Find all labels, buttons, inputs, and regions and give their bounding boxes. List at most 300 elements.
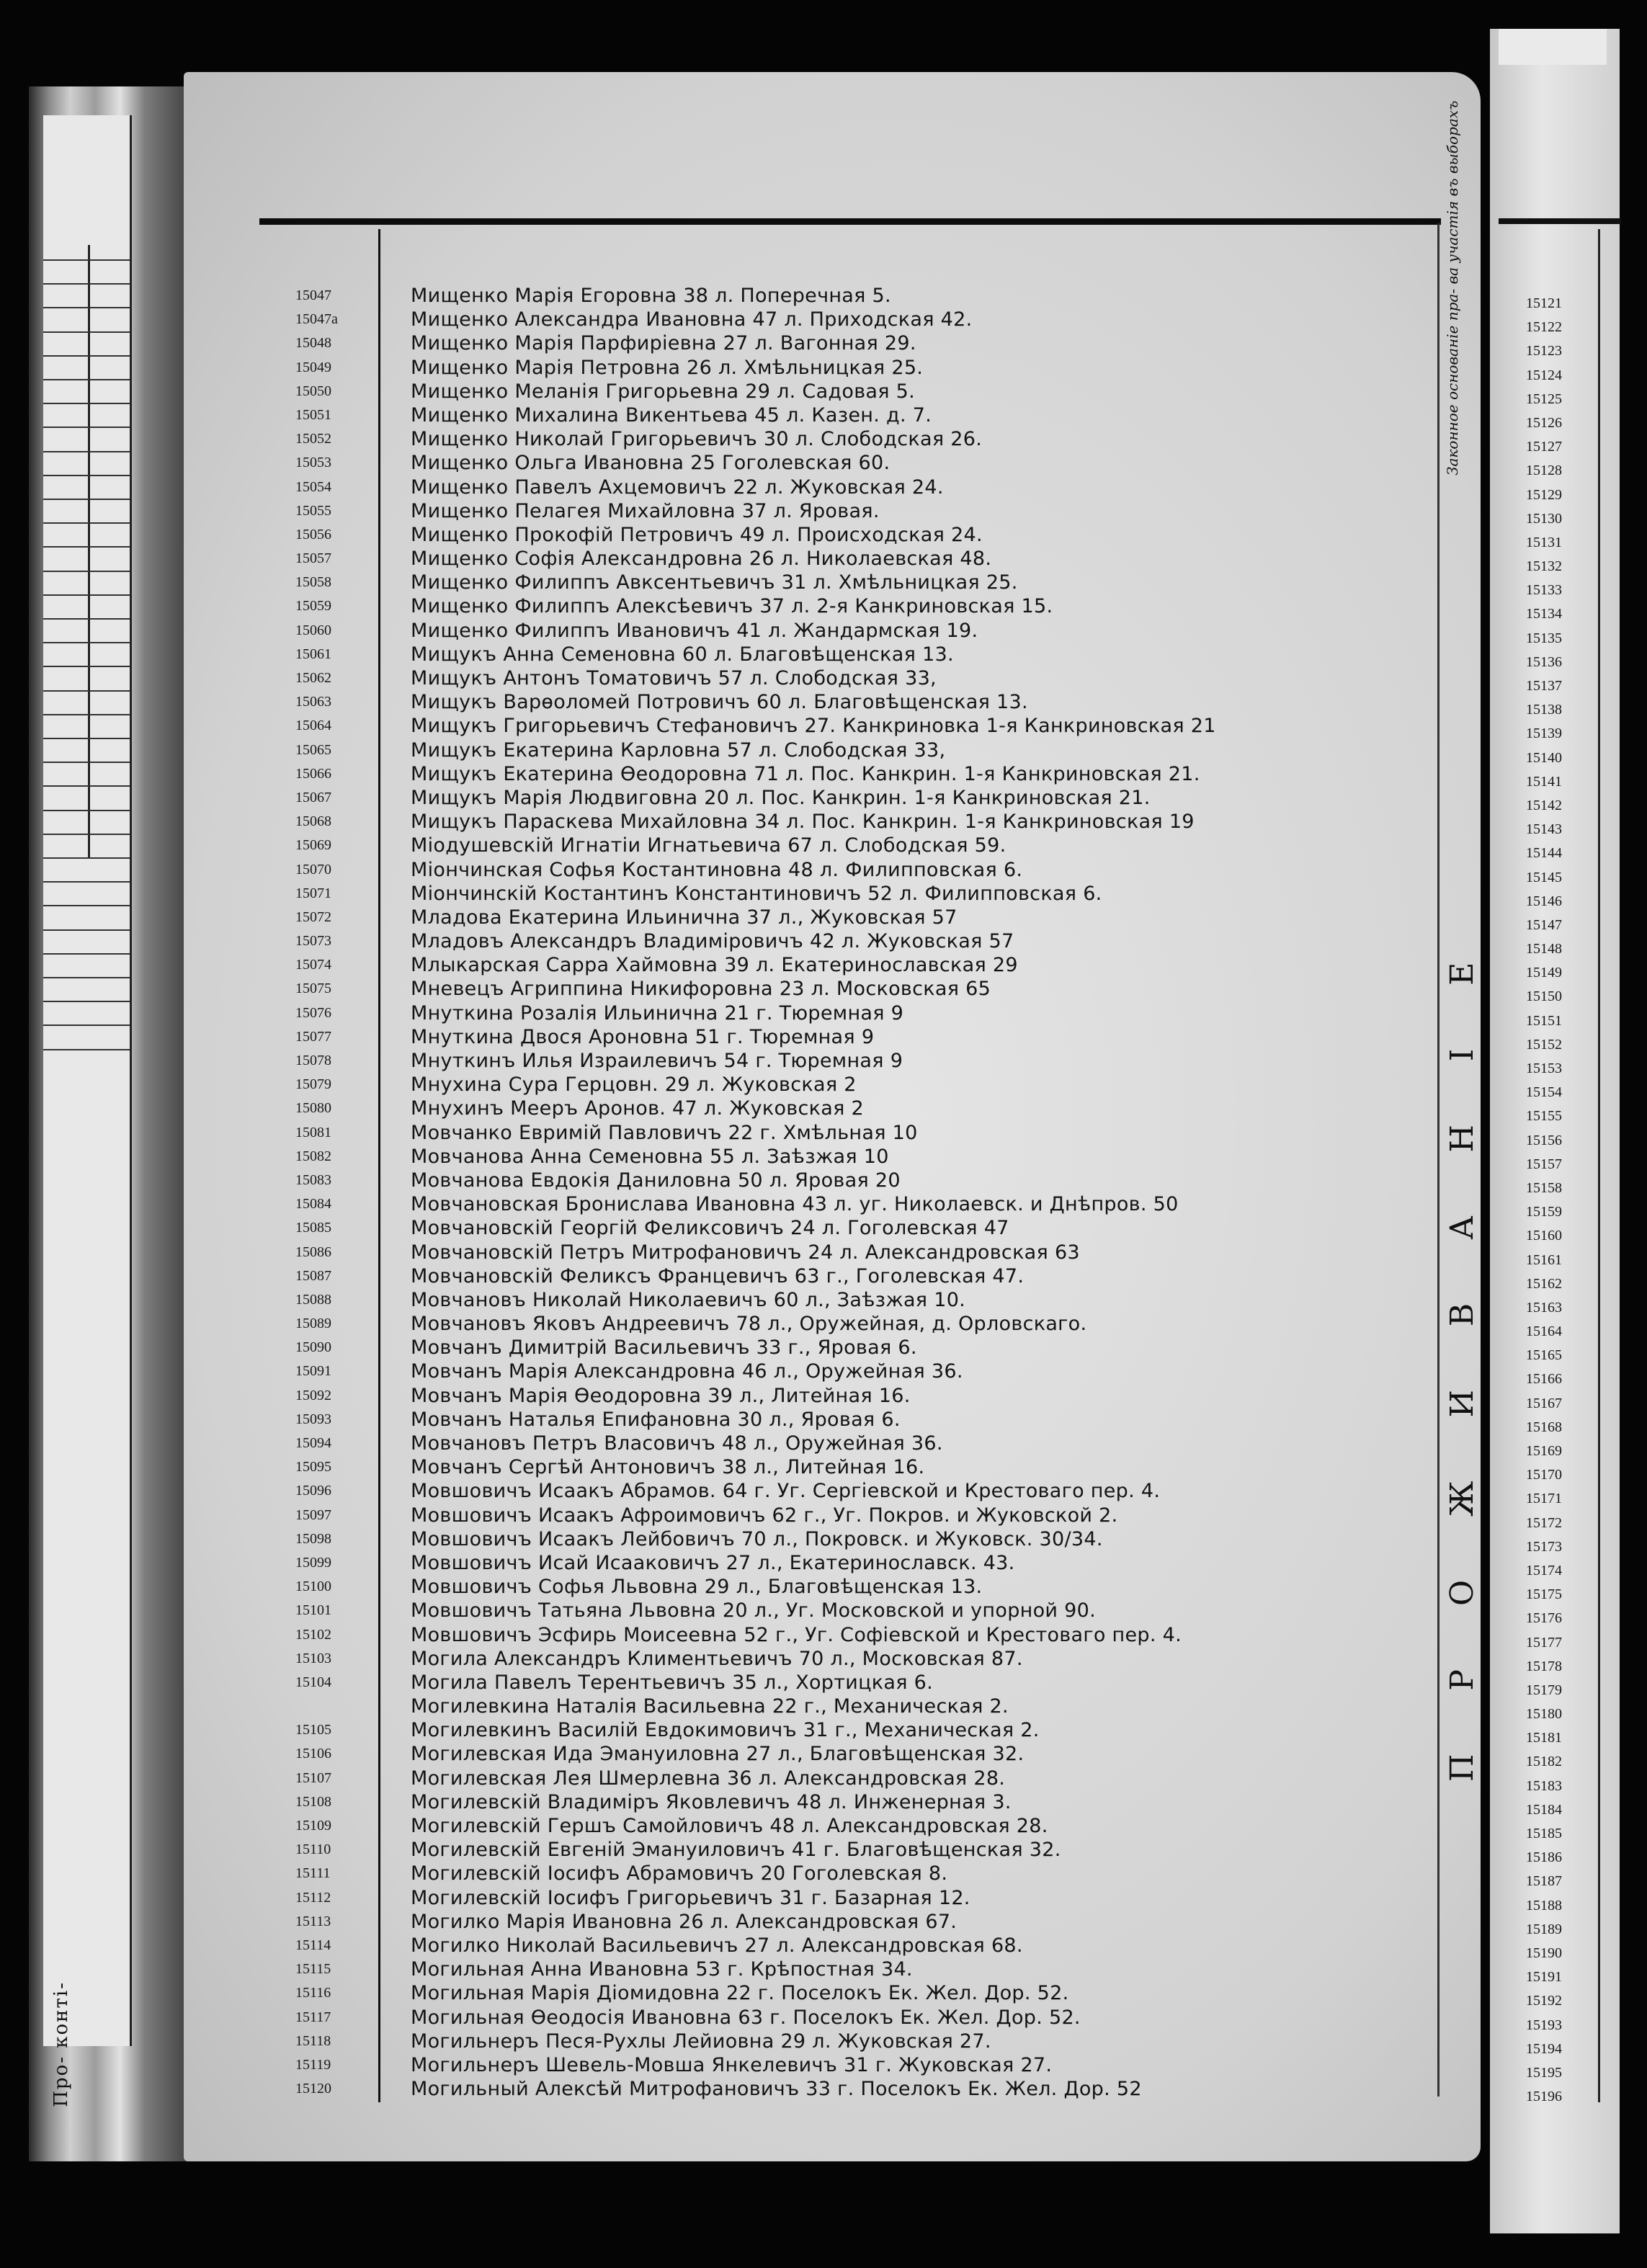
- strip-number: 15149: [1526, 965, 1562, 981]
- entry-text: Мищенко Софiя Александровна 26 л. Николаевская 48.: [411, 548, 992, 571]
- entry-text: Мнуткина Розалiя Ильинична 21 г. Тюремная 9: [411, 1001, 904, 1024]
- stub-gridline: [43, 571, 130, 572]
- stub-gridline: [43, 905, 130, 906]
- entry-text: Мовшовичъ Софья Львовна 29 л., Благовѣщенская 13.: [411, 1576, 983, 1599]
- entry-number: 15049: [295, 359, 331, 375]
- entry-number: 15108: [295, 1793, 331, 1810]
- entry-number: 15050: [295, 383, 331, 399]
- stub-gridline: [43, 331, 130, 333]
- list-item: [295, 1049, 1448, 1073]
- list-item: [295, 1288, 1448, 1312]
- entry-number: 15117: [295, 2009, 331, 2025]
- entry-text: Мищенко Марiя Петровна 26 л. Хмѣльницкая 25.: [411, 356, 924, 379]
- entry-number: 15066: [295, 765, 331, 782]
- entry-text: Мнуткина Двося Ароновна 51 г. Тюремная 9: [411, 1025, 875, 1048]
- list-item: [295, 403, 1448, 427]
- strip-number: 15196: [1526, 2089, 1562, 2105]
- list-item: [295, 1981, 1448, 2005]
- list-item: [295, 1695, 1448, 1718]
- entry-text: Могилевкинъ Василiй Евдокимовичъ 31 г., Механическая 2.: [411, 1719, 1040, 1742]
- entry-number: 15056: [295, 526, 331, 543]
- stub-gridline: [43, 929, 130, 931]
- entry-number: 15052: [295, 431, 331, 447]
- strip-number: 15186: [1526, 1849, 1562, 1866]
- list-item: [295, 1575, 1448, 1599]
- list-item: [295, 1599, 1448, 1622]
- entry-number: 15120: [295, 2081, 331, 2097]
- list-item: [295, 834, 1448, 857]
- entry-number: 15103: [295, 1650, 331, 1666]
- strip-number: 15151: [1526, 1012, 1562, 1029]
- entry-number: 15051: [295, 406, 331, 423]
- list-item: [295, 1312, 1448, 1336]
- entry-number: 15116: [295, 1985, 331, 2001]
- strip-number: 15182: [1526, 1754, 1562, 1770]
- entry-text: Могильная Анна Ивановна 53 г. Крѣпостная 34.: [411, 1958, 913, 1981]
- entry-text: Мищукъ Марiя Людвиговна 20 л. Пос. Канкрин. 1-я Канкриновская 21.: [411, 786, 1151, 809]
- strip-number: 15174: [1526, 1562, 1562, 1579]
- entry-text: Могилевкина Наталiя Васильевна 22 г., Механическая 2.: [411, 1695, 1009, 1718]
- list-item: [295, 1504, 1448, 1527]
- strip-number: 15187: [1526, 1873, 1562, 1890]
- entry-text: Мовчановъ Николай Николаевичъ 60 л., Заѣзжая 10.: [411, 1288, 966, 1311]
- entry-number: 15090: [295, 1339, 331, 1356]
- entry-number: 15095: [295, 1459, 331, 1475]
- entry-text: Мнуткинъ Илья Израилевичъ 54 г. Тюремная 9: [411, 1050, 903, 1072]
- strip-number: 15177: [1526, 1634, 1562, 1651]
- strip-number: 15159: [1526, 1204, 1562, 1220]
- entry-text: Мовчанъ Наталья Епифановна 30 л., Яровая 6.: [411, 1408, 901, 1431]
- list-item: [295, 1336, 1448, 1360]
- strip-number: 15137: [1526, 678, 1562, 694]
- entry-number: 15055: [295, 502, 331, 519]
- entry-text: Мовшовичъ Исай Исааковичъ 27 л., Екатеринославск. 43.: [411, 1551, 1015, 1574]
- entry-text: Могильнеръ Песя-Рухлы Лейиовна 29 л. Жуковская 27.: [411, 2030, 991, 2053]
- strip-number: 15127: [1526, 439, 1562, 455]
- entry-text: Могилко Николай Васильевичъ 27 л. Александровская 68.: [411, 1934, 1023, 1957]
- entry-number: 15085: [295, 1220, 331, 1236]
- stub-text: Про- контi-: [50, 1981, 72, 2107]
- entry-number: 15059: [295, 598, 331, 615]
- strip-number: 15188: [1526, 1897, 1562, 1914]
- strip-number: 15133: [1526, 582, 1562, 599]
- stub-gridline: [43, 714, 130, 715]
- list-item: [295, 1384, 1448, 1408]
- list-item: [295, 571, 1448, 594]
- strip-number: 15181: [1526, 1730, 1562, 1746]
- stub-gridline: [43, 953, 130, 955]
- list-item: [295, 1910, 1448, 1934]
- entry-number: 15094: [295, 1435, 331, 1451]
- entry-text: Мнухинъ Мееръ Аронов. 47 л. Жуковская 2: [411, 1097, 865, 1120]
- strip-number: 15156: [1526, 1132, 1562, 1148]
- strip-number: 15136: [1526, 653, 1562, 670]
- next-page-tab: [1499, 29, 1607, 65]
- strip-number: 15169: [1526, 1443, 1562, 1459]
- entry-number: 15077: [295, 1028, 331, 1045]
- list-item: [295, 1097, 1448, 1120]
- list-item: [295, 906, 1448, 929]
- entry-number: 15074: [295, 957, 331, 973]
- entry-text: Мищукъ Параскева Михайловна 34 л. Пос. Канкрин. 1-я Канкриновская 19: [411, 811, 1195, 834]
- entry-number: 15067: [295, 789, 331, 805]
- list-item: [295, 1455, 1448, 1479]
- entry-text: Млыкарская Сарра Хаймовна 39 л. Екатеринославская 29: [411, 954, 1018, 977]
- entry-number: 15062: [295, 670, 331, 686]
- entry-number: 15057: [295, 550, 331, 567]
- strip-number: 15184: [1526, 1801, 1562, 1818]
- strip-number: 15191: [1526, 1969, 1562, 1986]
- stub-gridline: [43, 355, 130, 357]
- entry-text: Мiончинская Софья Костантиновна 48 л. Филипповская 6.: [411, 858, 1023, 881]
- stub-gridline: [43, 546, 130, 548]
- entry-text: Мищенко Филиппъ Ивановичъ 41 л. Жандармская 19.: [411, 619, 978, 642]
- list-item: [295, 1192, 1448, 1216]
- stub-gridline: [43, 785, 130, 787]
- entry-number: 15088: [295, 1291, 331, 1308]
- list-item: [295, 308, 1448, 331]
- top-rule: [259, 218, 1441, 225]
- entry-text: Мищукъ Антонъ Томатовичъ 57 л. Слободская 33,: [411, 667, 937, 689]
- list-item: [295, 523, 1448, 547]
- stub-gridline: [43, 690, 130, 692]
- entry-number: 15047a: [295, 311, 338, 328]
- list-item: [295, 2053, 1448, 2077]
- entry-number: 15099: [295, 1554, 331, 1571]
- entry-number: 15097: [295, 1506, 331, 1523]
- strip-number: 15162: [1526, 1275, 1562, 1292]
- entry-text: Могилевская Ида Эмануиловна 27 л., Благовѣщенская 32.: [411, 1743, 1025, 1766]
- entry-number: 15078: [295, 1053, 331, 1068]
- entry-text: Мовшовичъ Татьяна Львовна 20 л., Уг. Московской и упорной 90.: [411, 1599, 1096, 1622]
- entry-number: 15079: [295, 1076, 331, 1093]
- strip-number: 15135: [1526, 630, 1562, 646]
- list-item: [295, 1145, 1448, 1169]
- entry-text: Мовчановскiй Георгiй Феликсовичъ 24 л. Гоголевская 47: [411, 1217, 1009, 1240]
- entry-number: 15061: [295, 646, 331, 662]
- entry-number: 15072: [295, 908, 331, 925]
- list-item: [295, 1647, 1448, 1671]
- entry-number: 15084: [295, 1196, 331, 1213]
- list-item: [295, 1527, 1448, 1551]
- stub-gridline: [43, 283, 130, 285]
- list-item: [295, 594, 1448, 618]
- stub-gridline: [43, 857, 130, 859]
- strip-number: 15153: [1526, 1061, 1562, 1076]
- stub-gridline: [43, 307, 130, 308]
- entry-number: 15065: [295, 741, 331, 758]
- entry-text: Могилевскiй Гершъ Самойловичъ 48 л. Александровская 28.: [411, 1815, 1048, 1837]
- strip-number: 15170: [1526, 1467, 1562, 1483]
- entry-text: Мовчановскiй Феликсъ Францевичъ 63 г., Гоголевская 47.: [411, 1264, 1025, 1287]
- entry-number: 15081: [295, 1124, 331, 1140]
- entry-text: Могильный Алексѣй Митрофановичъ 33 г. Поселокъ Ек. Жел. Дор. 52: [411, 2078, 1142, 2101]
- entry-text: Мищенко Михалина Викентьева 45 л. Казен. д. 7.: [411, 403, 932, 427]
- list-item: [295, 738, 1448, 762]
- stub-gridline: [43, 259, 130, 261]
- strip-number: 15123: [1526, 343, 1562, 360]
- strip-number: 15192: [1526, 1993, 1562, 2009]
- entry-text: Мовшовичъ Исаакъ Афроимовичъ 62 г., Уг. Покров. и Жуковской 2.: [411, 1504, 1118, 1527]
- list-item: [295, 1360, 1448, 1383]
- entry-text: Могилевскiй Iосифъ Абрамовичъ 20 Гоголевская 8.: [411, 1862, 948, 1885]
- strip-number: 15154: [1526, 1084, 1562, 1101]
- entry-number: 15064: [295, 718, 331, 734]
- list-item: [295, 953, 1448, 977]
- entry-text: Мовчановъ Петръ Власовичъ 48 л., Оружейная 36.: [411, 1432, 943, 1455]
- entry-number: 15091: [295, 1363, 331, 1380]
- entry-text: Младова Екатерина Ильинична 37 л., Жуковская 57: [411, 906, 958, 929]
- stub-column-line: [88, 245, 90, 857]
- stub-gridline: [43, 834, 130, 835]
- strip-number: 15171: [1526, 1491, 1562, 1507]
- strip-number: 15185: [1526, 1826, 1562, 1841]
- list-item: [295, 643, 1448, 666]
- stub-gridline: [43, 738, 130, 739]
- strip-number: 15148: [1526, 941, 1562, 957]
- next-page-top-rule: [1499, 218, 1621, 224]
- entry-number: 15083: [295, 1171, 331, 1188]
- list-item: [295, 1886, 1448, 1910]
- entry-text: Могилевскiй Евгенiй Эмануиловичъ 41 г. Благовѣщенская 32.: [411, 1839, 1061, 1862]
- list-item: [295, 1001, 1448, 1025]
- strip-number: 15130: [1526, 510, 1562, 527]
- strip-number: 15126: [1526, 414, 1562, 431]
- list-item: [295, 1551, 1448, 1575]
- stub-gridline: [43, 1049, 130, 1050]
- entry-number: 15054: [295, 478, 331, 495]
- entry-number: 15093: [295, 1411, 331, 1427]
- list-item: [295, 2030, 1448, 2053]
- entry-number: 15115: [295, 1961, 331, 1978]
- entry-text: Мищукъ Анна Семеновна 60 л. Благовѣщенская 13.: [411, 643, 954, 666]
- list-item: [295, 1264, 1448, 1288]
- strip-number: 15139: [1526, 726, 1562, 742]
- entry-text: Мищенко Филиппъ Авксентьевичъ 31 л. Хмѣльницкая 25.: [411, 571, 1018, 594]
- entry-number: 15114: [295, 1937, 331, 1953]
- entry-number: 15047: [295, 287, 331, 303]
- strip-number: 15180: [1526, 1706, 1562, 1723]
- strip-number: 15141: [1526, 773, 1562, 790]
- stub-gridline: [43, 451, 130, 452]
- strip-number: 15173: [1526, 1538, 1562, 1555]
- list-item: [295, 1479, 1448, 1503]
- entry-number: 15112: [295, 1889, 331, 1906]
- list-item: [295, 1718, 1448, 1742]
- entry-number: 15119: [295, 2056, 331, 2073]
- entry-text: Мневецъ Агриппина Никифоровна 23 л. Московская 65: [411, 978, 991, 1001]
- entry-text: Могильная Ѳеодосiя Ивановна 63 г. Поселокъ Ек. Жел. Дор. 52.: [411, 2006, 1081, 2029]
- list-item: [295, 427, 1448, 451]
- entry-number: 15060: [295, 622, 331, 638]
- entry-text: Мищукъ Григорьевичъ Стефановичъ 27. Канкриновка 1-я Канкриновская 21: [411, 715, 1216, 738]
- entry-number: 15107: [295, 1769, 331, 1786]
- entry-text: Мовчанко Евримiй Павловичъ 22 г. Хмѣльная 10: [411, 1121, 918, 1144]
- entry-number: 15089: [295, 1316, 331, 1332]
- list-item: [295, 929, 1448, 953]
- next-page-column-rule: [1598, 229, 1600, 2102]
- entry-text: Мовчановскiй Петръ Митрофановичъ 24 л. Александровская 63: [411, 1241, 1080, 1264]
- list-item: [295, 284, 1448, 308]
- entry-number: 15105: [295, 1722, 331, 1738]
- strip-number: 15125: [1526, 390, 1562, 407]
- entries-list: [295, 284, 1448, 2101]
- entry-number: 15080: [295, 1100, 331, 1117]
- entry-text: Мiодушевскiй Игнатiи Игнатьевича 67 л. Слободская 59.: [411, 834, 1007, 857]
- strip-number: 15147: [1526, 916, 1562, 933]
- entry-text: Мнухина Сура Герцовн. 29 л. Жуковская 2: [411, 1073, 857, 1097]
- list-item: [295, 1432, 1448, 1455]
- entry-text: Мищенко Филиппъ Алексѣевичъ 37 л. 2-я Канкриновская 15.: [411, 595, 1053, 618]
- list-item: [295, 762, 1448, 786]
- list-item: [295, 1957, 1448, 1981]
- left-page-stub: [43, 115, 132, 2046]
- entry-number: 15058: [295, 574, 331, 591]
- entry-text: Мовшовичъ Эсфирь Моисеевна 52 г., Уг. Софiевской и Крестоваго пер. 4.: [411, 1623, 1182, 1646]
- list-item: [295, 1073, 1448, 1097]
- strip-number: 15157: [1526, 1156, 1562, 1172]
- entry-text: Мищенко Александра Ивановна 47 л. Приходская 42.: [411, 308, 973, 331]
- list-item: [295, 977, 1448, 1001]
- stub-gridline: [43, 1024, 130, 1026]
- stub-gridline: [43, 881, 130, 883]
- stub-gridline: [43, 499, 130, 500]
- strip-number: 15178: [1526, 1658, 1562, 1674]
- entry-text: Могильная Марiя Дiомидовна 22 г. Поселокъ Ек. Жел. Дор. 52.: [411, 1982, 1069, 2005]
- strip-number: 15146: [1526, 893, 1562, 909]
- stub-gridline: [43, 1001, 130, 1002]
- strip-number: 15138: [1526, 702, 1562, 718]
- entry-number: 15073: [295, 933, 331, 950]
- entry-text: Мовчанъ Димитрiй Васильевичъ 33 г., Яровая 6.: [411, 1336, 917, 1360]
- strip-number: 15164: [1526, 1323, 1562, 1340]
- stub-gridline: [43, 618, 130, 620]
- entry-text: Мовчанъ Марiя Александровна 46 л., Оружейная 36.: [411, 1360, 963, 1383]
- list-item: [295, 714, 1448, 738]
- stub-gridline: [43, 522, 130, 524]
- strip-number: 15121: [1526, 295, 1562, 311]
- stub-gridline: [43, 403, 130, 404]
- strip-number: 15172: [1526, 1514, 1562, 1531]
- entry-text: Могила Павелъ Терентьевичъ 35 л., Хортицкая 6.: [411, 1671, 934, 1694]
- entry-number: 15102: [295, 1626, 331, 1643]
- list-item: [295, 380, 1448, 403]
- entry-number: 15053: [295, 455, 331, 471]
- strip-number: 15179: [1526, 1682, 1562, 1698]
- list-item: [295, 786, 1448, 810]
- entry-number: 15111: [295, 1865, 331, 1882]
- list-item: [295, 1838, 1448, 1862]
- strip-number: 15194: [1526, 2040, 1562, 2057]
- list-item: [295, 2006, 1448, 2030]
- entry-number: 15104: [295, 1674, 331, 1690]
- list-item: [295, 666, 1448, 690]
- entry-number: 15113: [295, 1913, 331, 1929]
- entry-text: Мищенко Марiя Егоровна 38 л. Поперечная 5.: [411, 285, 891, 307]
- entry-text: Могилевскiй Iосифъ Григорьевичъ 31 г. Базарная 12.: [411, 1886, 970, 1909]
- list-item: [295, 1767, 1448, 1790]
- list-item: [295, 1025, 1448, 1049]
- entry-text: Младовъ Александръ Владимiровичъ 42 л. Жуковская 57: [411, 930, 1014, 953]
- entry-text: Могилевская Лея Шмерлевна 36 л. Александровская 28.: [411, 1767, 1006, 1790]
- entry-number: 15070: [295, 861, 331, 878]
- strip-number: 15142: [1526, 797, 1562, 813]
- strip-number: 15132: [1526, 558, 1562, 575]
- entry-text: Могила Александръ Климентьевичъ 70 л., Московская 87.: [411, 1647, 1023, 1670]
- list-item: [295, 858, 1448, 882]
- entry-number: 15118: [295, 2032, 331, 2049]
- list-item: [295, 1742, 1448, 1766]
- strip-number: 15124: [1526, 367, 1562, 383]
- entry-number: 15096: [295, 1483, 331, 1499]
- entry-number: 15071: [295, 885, 331, 901]
- entry-number: 15098: [295, 1530, 331, 1547]
- list-item: [295, 1862, 1448, 1885]
- list-item: [295, 1814, 1448, 1838]
- list-item: [295, 1671, 1448, 1695]
- strip-number: 15150: [1526, 988, 1562, 1005]
- sidebar-header: Законное основанiе пра- ва участiя въ выборахъ: [1444, 100, 1461, 476]
- entry-number: 15075: [295, 981, 331, 997]
- entry-number: 15106: [295, 1746, 331, 1762]
- entry-text: Мовчановъ Яковъ Андреевичъ 78 л., Оружейная, д. Орловскаго.: [411, 1313, 1087, 1336]
- stub-gridline: [43, 379, 130, 380]
- entry-text: Мищукъ Екатерина Ѳеодоровна 71 л. Пос. Канкрин. 1-я Канкриновская 21.: [411, 762, 1200, 785]
- list-item: [295, 1790, 1448, 1814]
- entry-text: Мищукъ Варѳоломей Потровичъ 60 л. Благовѣщенская 13.: [411, 691, 1028, 714]
- strip-number: 15155: [1526, 1108, 1562, 1125]
- entry-text: Мiончинскiй Костантинъ Константиновичъ 52 л. Филипповская 6.: [411, 882, 1102, 905]
- entry-number: 15069: [295, 837, 331, 854]
- list-item: [295, 1241, 1448, 1264]
- entry-text: Мищенко Николай Григорьевичъ 30 л. Слободская 26.: [411, 428, 983, 451]
- list-item: [295, 1121, 1448, 1145]
- entry-text: Мищенко Ольга Ивановна 25 Гоголевская 60.: [411, 452, 891, 475]
- strip-number: 15168: [1526, 1419, 1562, 1435]
- entry-text: Мовчанъ Марiя Ѳеодоровна 39 л., Литейная 16.: [411, 1384, 911, 1407]
- entry-number: 15110: [295, 1841, 331, 1858]
- stub-gridline: [43, 642, 130, 643]
- list-item: [295, 356, 1448, 380]
- strip-number: 15175: [1526, 1586, 1562, 1603]
- strip-number: 15158: [1526, 1179, 1562, 1196]
- list-item: [295, 882, 1448, 906]
- next-page-numbers: [1526, 292, 1562, 2109]
- entry-number: 15082: [295, 1148, 331, 1164]
- strip-number: 15145: [1526, 869, 1562, 885]
- list-item: [295, 1623, 1448, 1647]
- list-item: [295, 1169, 1448, 1192]
- list-item: [295, 476, 1448, 499]
- strip-number: 15183: [1526, 1777, 1562, 1794]
- entry-text: Могильнеръ Шевель-Мовша Янкелевичъ 31 г. Жуковская 27.: [411, 2053, 1053, 2076]
- list-item: [295, 451, 1448, 475]
- strip-number: 15193: [1526, 2017, 1562, 2033]
- stub-gridline: [43, 977, 130, 978]
- strip-number: 15161: [1526, 1251, 1562, 1268]
- strip-number: 15190: [1526, 1945, 1562, 1961]
- list-item: [295, 1216, 1448, 1240]
- entry-text: Мищенко Меланiя Григорьевна 29 л. Садовая 5.: [411, 380, 916, 403]
- entry-number: 15109: [295, 1818, 331, 1834]
- stub-gridline: [43, 666, 130, 667]
- strip-number: 15189: [1526, 1921, 1562, 1937]
- entry-text: Мищенко Пелагея Михайловна 37 л. Яровая.: [411, 499, 880, 522]
- stub-gridline: [43, 594, 130, 596]
- entry-number: 15100: [295, 1579, 331, 1595]
- stub-gridline: [43, 475, 130, 476]
- strip-number: 15165: [1526, 1347, 1562, 1364]
